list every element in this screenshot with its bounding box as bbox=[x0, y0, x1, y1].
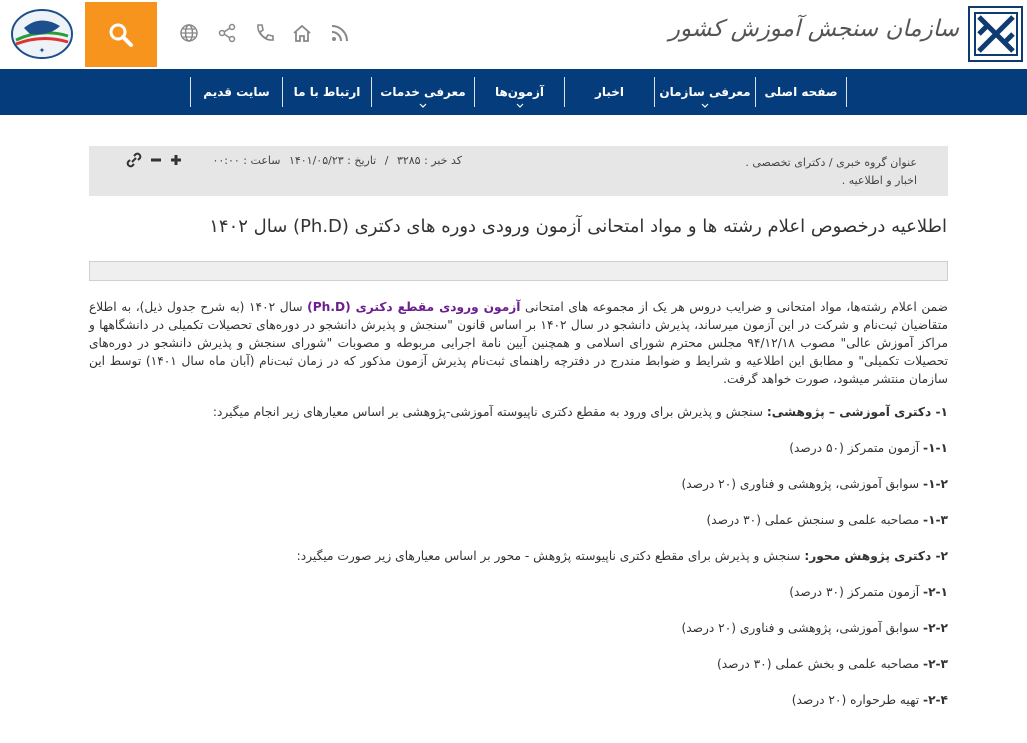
article-intro: ضمن اعلام رشته‌ها، مواد امتحانی و ضرایب دروس هر یک از مجموعه های امتحانی آزمون ورودی مقطع دکتری (Ph.D) سال ۱۴۰۲ (به شرح جدول ذیل)، به اطلاع متقاضیان ثبت‌نام و شرکت در این آزمون میرساند، پذیرش دانشجو در سال ۱۴۰۲ بر اساس قانون "سنجش و پذیرش دانشجو در دوره‌های تحصیلات تکمیلی در دانشگاهها و مراکز آموزش عالی" مصوب ۹۴/۱۲/۱۸ مجلس محترم شورای اسلامی و همچنین آیین نامة اجرایی مربوطه و مصوبات "شورای سنجش و پذیرش دانشجو در دوره‌های تحصیلات تکمیلی" و مطابق این اطلاعیه و شرایط و ضوابط مندرج در دفترچه راهنمای ثبت‌نام پذیرش آزمون مذکور که در زمان ثبت‌نام (آبان ماه سال ۱۴۰۱) توسط این سازمان منتشر میشود، صورت خواهد گرفت. bbox=[89, 300, 949, 386]
search-button[interactable] bbox=[85, 2, 157, 67]
home-icon[interactable] bbox=[290, 21, 314, 45]
site-header bbox=[0, 0, 1027, 69]
article-body bbox=[89, 298, 948, 727]
list-item: ۲-۴- تهیه طرحواره (۲۰ درصد) bbox=[791, 693, 948, 707]
list-item: ۲-۲- سوابق آموزشی، پژوهشی و فناوری (۲۰ درصد) bbox=[681, 621, 948, 635]
nav-item-exams[interactable]: آزمون‌ها bbox=[475, 77, 564, 107]
nav-item-news[interactable]: اخبار bbox=[594, 85, 625, 99]
list-item: ۱-۳- مصاحبه علمی و سنجش عملی (۳۰ درصد) bbox=[706, 513, 948, 527]
nav-item-services[interactable]: معرفی خدمات bbox=[372, 77, 474, 107]
news-info-bar bbox=[89, 146, 948, 196]
list-item: ۲-۱- آزمون متمرکز (۳۰ درصد) bbox=[789, 585, 948, 599]
list-item: ۱-۲- سوابق آموزشی، پژوهشی و فناوری (۲۰ درصد) bbox=[681, 477, 948, 491]
article-title: اطلاعیه درخصوص اعلام رشته ها و مواد امتحانی آزمون ورودی دوره های دکتری (Ph.D) سال ۱۴۰۲ bbox=[209, 216, 947, 237]
news-time: ساعت : ۰۰:۰۰ bbox=[212, 154, 281, 167]
nav-item-home[interactable]: صفحه اصلی bbox=[764, 85, 838, 99]
org-logo[interactable] bbox=[968, 6, 1023, 62]
section-2: ۲- دکتری پژوهش محور: سنجش و پذیرش برای مقطع دکتری ناپیوسته پژوهش - محور بر اساس معیارهای زیر صورت میگیرد: bbox=[296, 549, 948, 563]
share-icon[interactable] bbox=[215, 21, 239, 45]
list-item: ۱-۱- آزمون متمرکز (۵۰ درصد) bbox=[789, 441, 948, 455]
chevron-down-icon bbox=[701, 102, 709, 110]
divider-bar bbox=[89, 261, 948, 281]
link-icon[interactable] bbox=[126, 152, 142, 168]
rss-icon[interactable] bbox=[328, 21, 352, 45]
search-icon bbox=[106, 20, 136, 50]
news-group[interactable]: عنوان گروه خبری / دکترای تخصصی . اخبار و اطلاعیه . bbox=[745, 156, 917, 187]
font-decrease-icon[interactable] bbox=[150, 154, 162, 166]
news-meta: کد خبر : ۳۲۸۵ / تاریخ : ۱۴۰۱/۰۵/۲۳ ساعت : ۰۰:۰۰ bbox=[212, 154, 462, 167]
news-date: تاریخ : ۱۴۰۱/۰۵/۲۳ bbox=[288, 154, 377, 167]
font-increase-icon[interactable] bbox=[170, 154, 182, 166]
nav-item-contact[interactable]: ارتباط با ما bbox=[293, 85, 361, 99]
news-code: کد خبر : ۳۲۸۵ bbox=[396, 154, 462, 167]
font-tools bbox=[126, 152, 182, 168]
section-1: ۱- دکتری آموزشی – پژوهشی: سنجش و پذیرش برای ورود به مقطع دکتری ناپیوسته آموزشی-پژوهشی بر اساس معیارهای زیر انجام میگیرد: bbox=[212, 405, 948, 419]
emblem-logo bbox=[10, 6, 74, 62]
chevron-down-icon bbox=[419, 102, 427, 110]
svg-text:✦: ✦ bbox=[38, 46, 46, 55]
nav-item-about[interactable]: معرفی سازمان bbox=[655, 77, 755, 107]
org-name: سازمان سنجش آموزش کشور bbox=[668, 16, 959, 42]
list-item: ۲-۳- مصاحبه علمی و بخش عملی (۳۰ درصد) bbox=[716, 657, 948, 671]
logo-mark-icon bbox=[973, 11, 1019, 57]
chevron-down-icon bbox=[516, 102, 524, 110]
globe-icon[interactable] bbox=[177, 21, 201, 45]
phone-icon[interactable] bbox=[252, 21, 276, 45]
main-nav bbox=[0, 69, 1027, 115]
nav-item-old-site[interactable]: سایت قدیم bbox=[203, 85, 270, 99]
